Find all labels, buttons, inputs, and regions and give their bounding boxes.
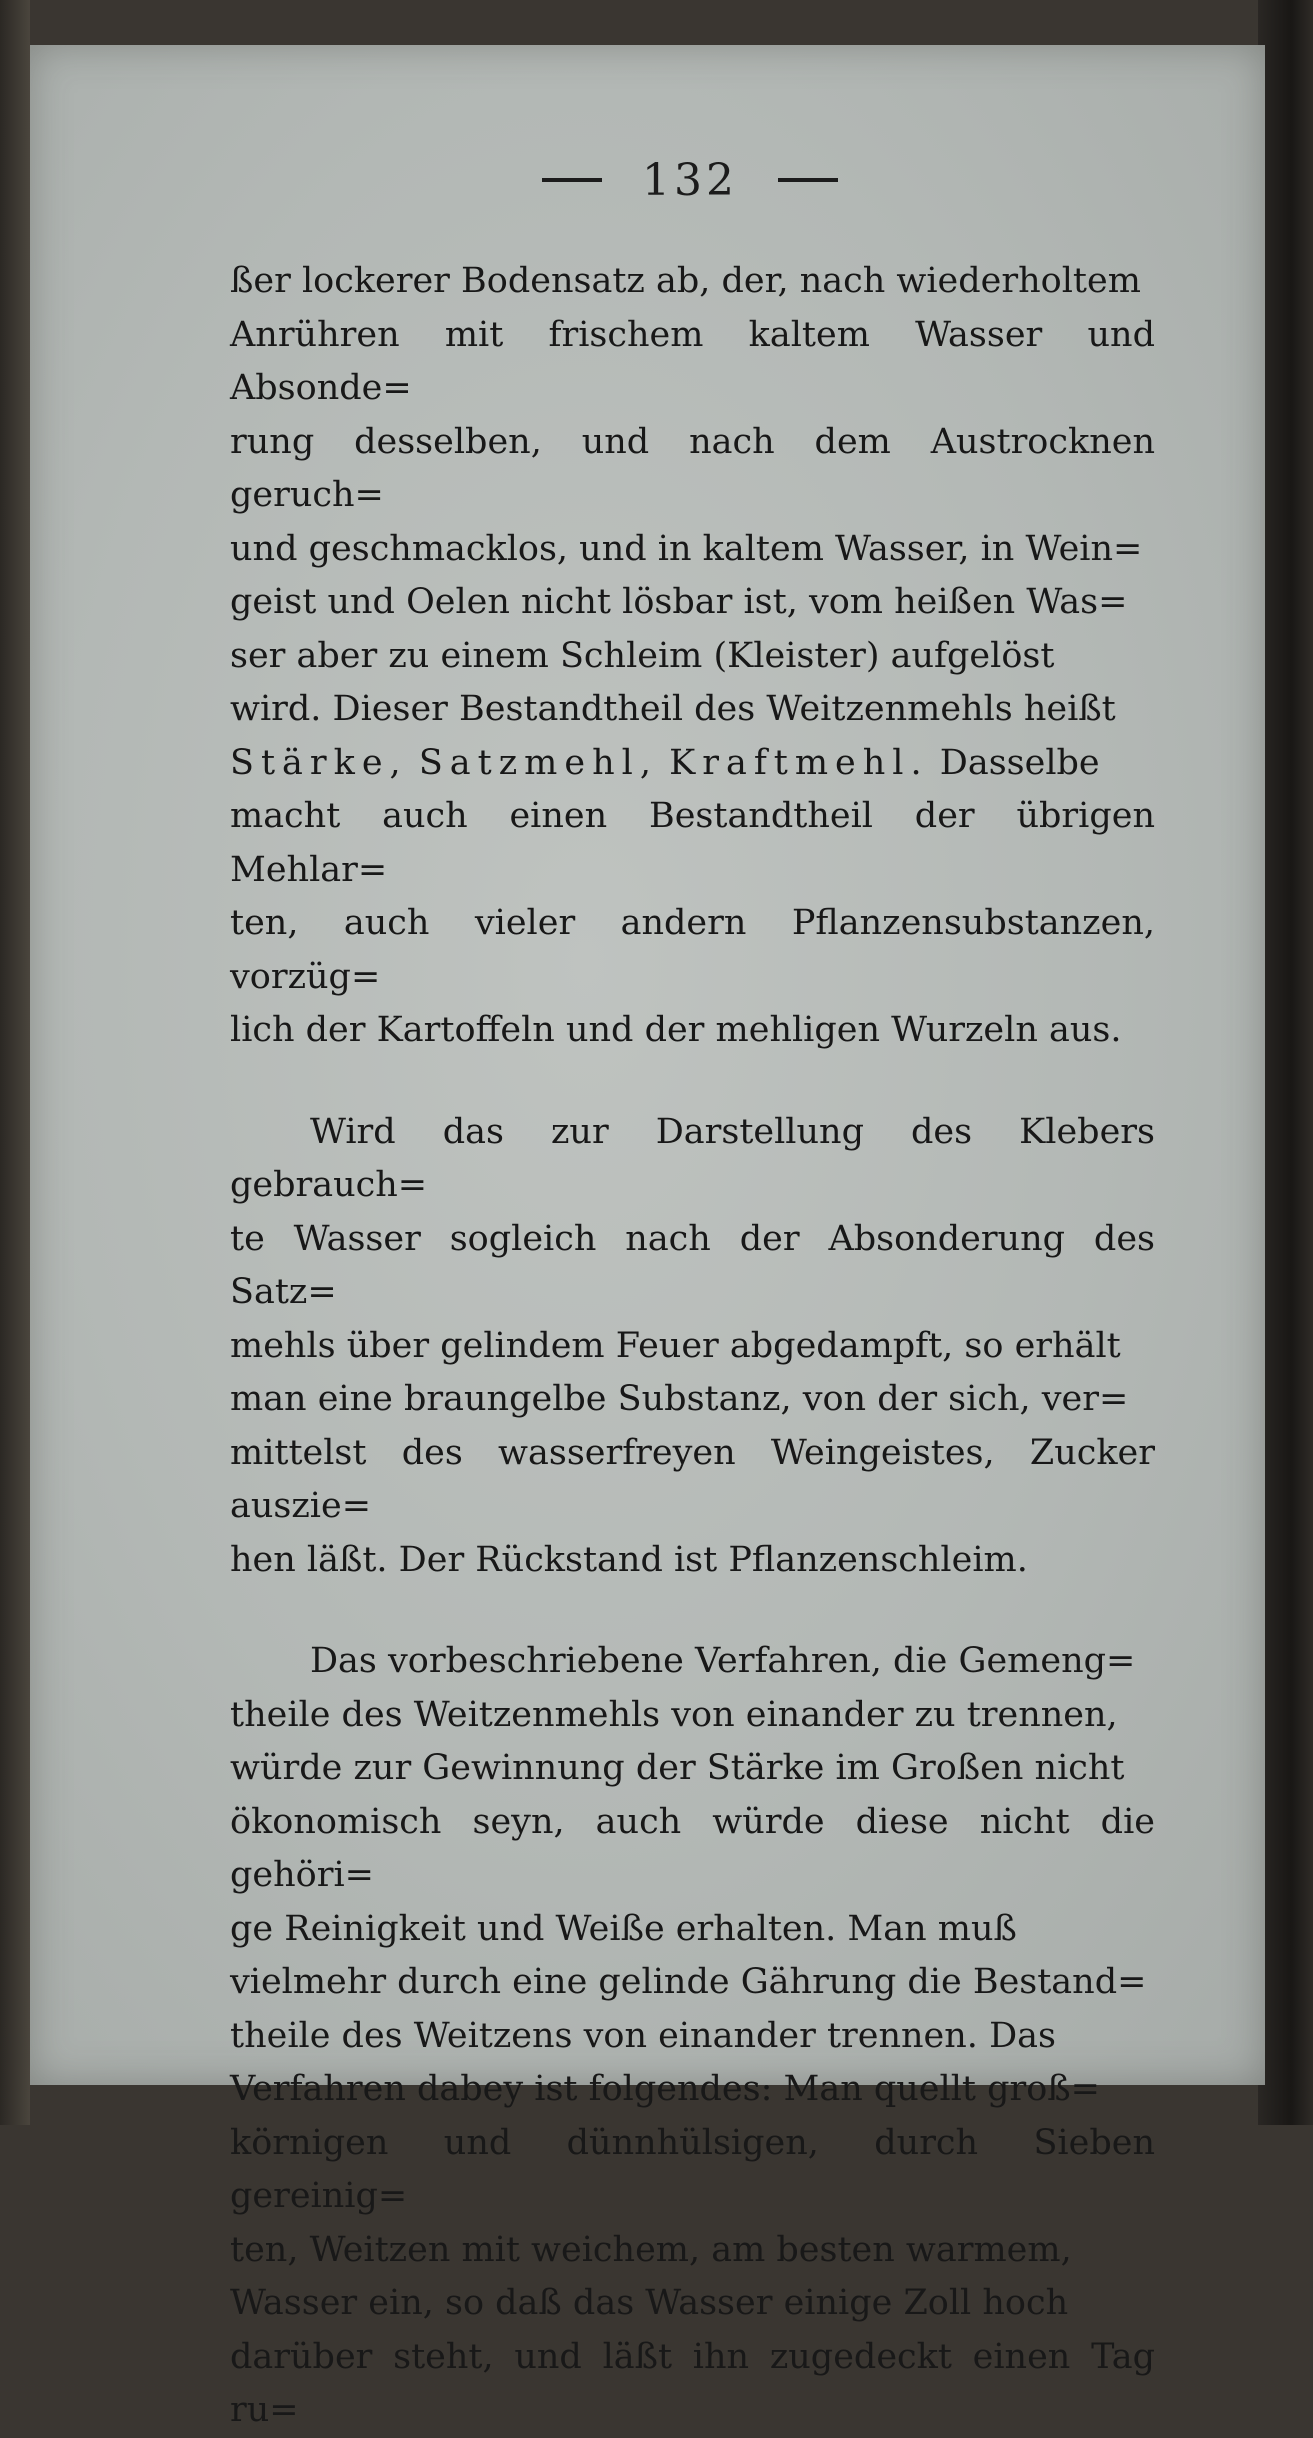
text-line: und geschmacklos, und in kaltem Wasser, in Wein=: [230, 528, 1143, 569]
text-line-spaced-terms: [230, 737, 1155, 791]
body-text: [230, 255, 1155, 2438]
text-line: würde zur Gewinnung der Stärke im Großen nicht: [230, 1748, 1125, 1788]
text-line: Wasser ein, so daß das Wasser einige Zoll hoch: [230, 2283, 1069, 2323]
text-line: ge Reinigkeit und Weiße erhalten. Man muß: [230, 1908, 1017, 1949]
text-line: Verfahren dabey ist folgendes: Man quellt groß=: [230, 2069, 1101, 2109]
text-line: körnigen und dünnhülsigen, durch Sieben gereinig=: [230, 2122, 1155, 2216]
page-header: [470, 150, 910, 210]
paragraph-3: [230, 1635, 1155, 2438]
text-line: mehls über gelindem Feuer abgedampft, so erhält: [230, 1325, 1121, 1366]
text-line: Wird das zur Darstellung des Klebers gebrauch=: [230, 1111, 1155, 1205]
text-line: theile des Weitzens von einander trennen. Das: [230, 2015, 1056, 2056]
scan-edge-left: [0, 0, 30, 2125]
text-line: ten, Weitzen mit weichem, am besten warmem,: [230, 2229, 1072, 2270]
text-line: Anrühren mit frischem kaltem Wasser und Absonde=: [230, 314, 1155, 408]
text-line: mittelst des wasserfreyen Weingeistes, Zucker auszie=: [230, 1432, 1155, 1526]
header-dash-right: [778, 178, 838, 182]
text-line: ser aber zu einem Schleim (Kleister) aufgelöst: [230, 635, 1055, 676]
text-line: ßer lockerer Bodensatz ab, der, nach wiederholtem: [230, 261, 1141, 301]
book-spine-edge: [1258, 0, 1313, 2125]
text-line: te Wasser sogleich nach der Absonderung des Satz=: [230, 1218, 1155, 1312]
text-line: hen läßt. Der Rückstand ist Pflanzenschleim.: [230, 1539, 1028, 1580]
term-kraftmehl: Kraftmehl.: [669, 742, 929, 783]
text-line: macht auch einen Bestandtheil der übrigen Mehlar=: [230, 796, 1155, 890]
text-line: Das vorbeschriebene Verfahren, die Gemeng=: [310, 1641, 1136, 1681]
page-number: 132: [642, 154, 738, 206]
text-line: ökonomisch seyn, auch würde diese nicht die gehöri=: [230, 1801, 1155, 1895]
paragraph-gap: [230, 1058, 1155, 1106]
text-line: geist und Oelen nicht lösbar ist, vom heißen Was=: [230, 582, 1128, 622]
text-line: vielmehr durch eine gelinde Gährung die Bestand=: [230, 1962, 1147, 2002]
paragraph-1: [230, 255, 1155, 1058]
term-staerke: Stärke,: [230, 742, 408, 783]
text-line: ten, auch vieler andern Pflanzensubstanzen, vorzüg=: [230, 903, 1155, 997]
text-line: lich der Kartoffeln und der mehligen Wurzeln aus.: [230, 1010, 1122, 1050]
term-satzmehl: Satzmehl,: [418, 742, 658, 783]
text-line: darüber steht, und läßt ihn zugedeckt einen Tag ru=: [230, 2336, 1155, 2430]
paragraph-gap: [230, 1587, 1155, 1635]
text-line: man eine braungelbe Substanz, von der sich, ver=: [230, 1379, 1129, 1419]
paragraph-2: [230, 1106, 1155, 1588]
text-line: rung desselben, und nach dem Austrocknen geruch=: [230, 421, 1155, 515]
text-line: wird. Dieser Bestandtheil des Weitzenmehls heißt: [230, 689, 1116, 729]
header-dash-left: [542, 178, 602, 182]
text-line: theile des Weitzenmehls von einander zu trennen,: [230, 1694, 1118, 1735]
spaced-line-tail: Dasselbe: [939, 742, 1100, 783]
